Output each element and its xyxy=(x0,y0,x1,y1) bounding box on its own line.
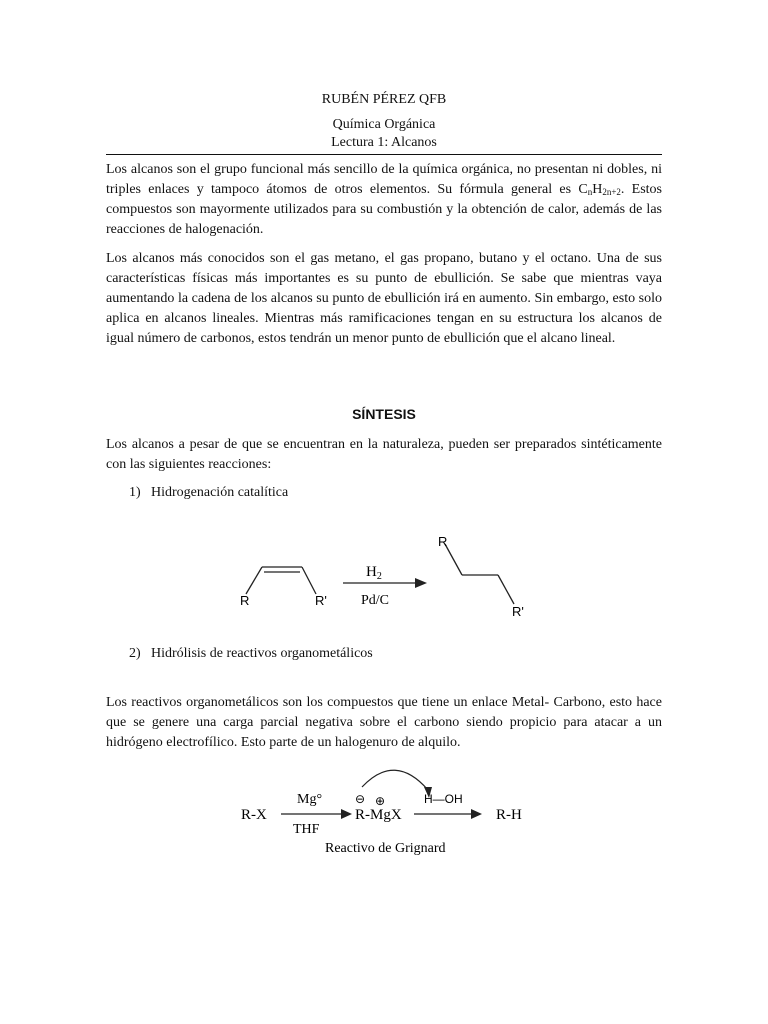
lecture-title: Lectura 1: Alcanos xyxy=(331,135,437,150)
arrow-2-head xyxy=(471,809,482,819)
positive-charge-icon: ⊕ xyxy=(375,794,386,808)
product-bond-3 xyxy=(498,575,514,604)
section-heading-sintesis: SÍNTESIS xyxy=(352,406,416,422)
intro-paragraph-2: Los alcanos más conocidos son el gas metano, el gas propano, butano y el octano. Una de sus características físicas más importantes es su punto de ebullición. Se sabe que mientras vaya aumentando la cadena de los alcanos su punto de ebullición irá en aumento. Sin embargo, esto solo aplica en alcanos lineales. Mientras más ramificaciones tengan en su estructura los alcanos de igual número de carbonos, estos tendrán un menor punto de ebullición que el alcano lineal. xyxy=(106,251,662,346)
arrow-1-head xyxy=(341,809,352,819)
reactant-left-group: R xyxy=(240,593,250,608)
list-item-hydrogenation: 1) Hidrogenación catalítica xyxy=(129,485,289,500)
synthesis-intro: Los alcanos a pesar de que se encuentran en la naturaleza, pueden ser preparados sintéticamente con las siguientes reacciones: xyxy=(106,437,662,472)
organometallic-paragraph: Los reactivos organometálicos son los compuestos que tiene un enlace Metal- Carbono, esto hace que se genere una carga parcial negativa sobre el carbono siendo propicio para atacar a un hidrógeno electrofílico. Esto parte de un halogenuro de alquilo. xyxy=(106,695,662,750)
general-formula: $C_nH_{2n+2}$ xyxy=(578,182,621,197)
course-title: Química Orgánica xyxy=(332,117,436,132)
solvent-thf: THF xyxy=(293,822,320,837)
list-item-hydrolysis: 2) Hidrólisis de reactivos organometálicos xyxy=(129,646,373,661)
reactant-right-group: R' xyxy=(315,593,327,608)
product-top-group: R xyxy=(438,534,448,549)
reaction-arrow-head xyxy=(415,578,427,588)
hydrogenation-scheme xyxy=(0,520,768,630)
author-header: RUBÉN PÉREZ QFB xyxy=(321,92,447,107)
header-divider xyxy=(106,154,662,155)
intro-paragraph-1: Los alcanos son el grupo funcional más sencillo de la química orgánica, no presentan ni dobles, ni triples enlaces y tampoco átomos de otros elementos. Su fórmula general es $C_nH_{2n+2}$. Estos compuestos son mayormente utilizados para su combustión y la obtención de calor, además de las reacciones de halogenación. xyxy=(106,162,662,237)
grignard-caption: Reactivo de Grignard xyxy=(325,841,446,856)
curved-electron-arrow xyxy=(362,770,428,790)
alkyl-halide: R-X xyxy=(241,807,267,823)
reagent-catalyst: Pd/C xyxy=(361,593,390,608)
product-bottom-group: R' xyxy=(512,604,524,619)
reagent-magnesium: Mg° xyxy=(297,792,323,807)
negative-charge-icon: ⊖ xyxy=(355,792,366,806)
reactant-bond-left xyxy=(246,567,262,594)
reagent-hydrogen: $H_2$ xyxy=(366,564,382,582)
grignard-scheme xyxy=(0,760,768,870)
reactant-bond-right xyxy=(302,567,316,594)
product-bond-1 xyxy=(445,544,462,575)
grignard-reagent: R-MgX xyxy=(355,807,402,823)
alkane-product: R-H xyxy=(496,807,522,823)
water-molecule: H—OH xyxy=(424,792,463,806)
